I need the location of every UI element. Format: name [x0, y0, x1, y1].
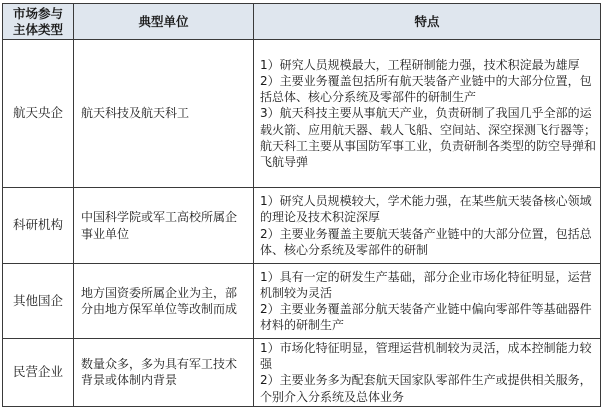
table-row [3, 40, 601, 188]
row-features [254, 40, 601, 188]
feature-item: 1）市场化特征明显，管理运营机制较为灵活，成本控制能力较强 [260, 341, 592, 372]
row-type: 科研机构 [3, 188, 74, 264]
feature-item: 1）研究人员规模较大，学术能力强，在某些航天装备核心领域的理论及技术积淀深厚 [260, 194, 592, 225]
table-row [3, 339, 601, 407]
row-features [254, 264, 601, 339]
header-type-line2: 主体类型 [12, 21, 63, 37]
table-row [3, 264, 601, 339]
market-participants-table [2, 3, 601, 407]
row-type: 航天央企 [3, 40, 74, 188]
header-type-line1: 市场参与 [12, 5, 63, 21]
feature-item: 2）主要业务覆盖主要航天装备产业链中的大部分位置，包括总体、核心分系统及零部件的研制 [260, 226, 592, 257]
feature-item: 2）主要业务覆盖包括所有航天装备产业链中的大部分位置，包括总体、核心分系统及零部件的研制生产 [260, 73, 592, 105]
header-unit: 典型单位 [74, 4, 254, 40]
row-type: 民营企业 [3, 339, 74, 407]
feature-item: 2）主要业务多为配套航天国家队零部件生产或提供相关服务，个别介入分系统及总体业务 [260, 373, 592, 404]
header-type [3, 4, 74, 40]
feature-item: 2）主要业务覆盖部分航天装备产业链中偏向零部件等基础器件材料的研制生产 [260, 302, 592, 333]
row-type: 其他国企 [3, 264, 74, 339]
row-unit: 中国科学院或军工高校所属企事业单位 [74, 188, 254, 264]
table-row [3, 188, 601, 264]
row-features [254, 339, 601, 407]
row-unit: 地方国资委所属企业为主，部分由地方保军单位等改制而成 [74, 264, 254, 339]
row-unit: 航天科技及航天科工 [74, 40, 254, 188]
row-features [254, 188, 601, 264]
feature-item: 1）研究人员规模最大，工程研制能力强，技术积淀最为雄厚 [260, 57, 580, 72]
header-feature: 特点 [254, 4, 601, 40]
row-unit: 数量众多，多为具有军工技术背景或体制内背景 [74, 339, 254, 407]
feature-item: 3）航天科技主要从事航天产业，负责研制了我国几乎全部的运载火箭、应用航天器、载人飞船、空间站、深空探测飞行器等；航天科工主要从事国防军事工业，负责研制各类型的防空导弹和飞航导弹 [260, 106, 597, 169]
feature-item: 1）具有一定的研发生产基础，部分企业市场化特征明显，运营机制较为灵活 [260, 269, 592, 300]
header-row [3, 4, 601, 40]
